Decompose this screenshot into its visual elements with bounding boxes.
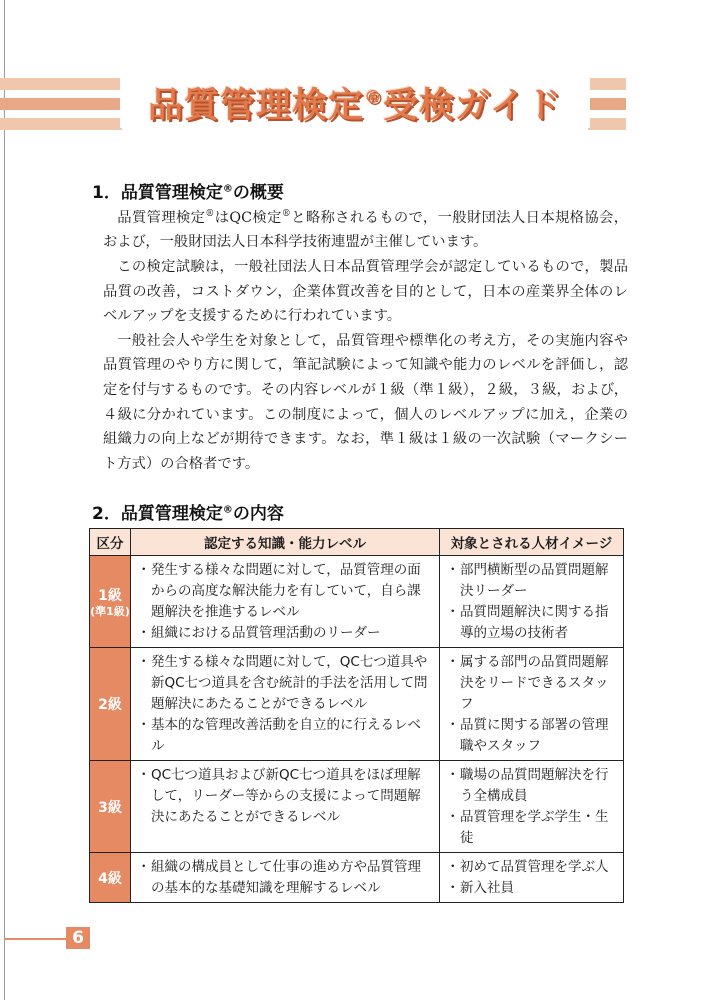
knowledge-cell [131, 853, 440, 903]
list-item: ・ QC七つ道具および新QC七つ道具をほぼ理解して，リーダー等からの支援によって問題解決にあたることができるレベル [137, 765, 433, 828]
target-cell [440, 648, 624, 761]
section-1-heading: 1．品質管理検定®の概要 [92, 183, 284, 203]
list-item: ・ 部門横断型の品質問題解決リーダー [446, 560, 617, 602]
page-number-rule [4, 938, 66, 940]
list-item: ・ 組織における品質管理活動のリーダー [137, 623, 433, 644]
knowledge-cell [131, 556, 440, 648]
section-1-body [103, 202, 628, 476]
grade-table [89, 528, 624, 903]
paragraph-1: 品質管理検定®はQC検定®と略称されるもので，一般財団法人日本規格協会，および，一般財団法人日本科学技術連盟が主催しています。 [103, 209, 628, 251]
knowledge-cell [131, 648, 440, 761]
list-item: ・ 発生する様々な問題に対して，品質管理の面からの高度な解決能力を有していて，自ら課題解決を推進するレベル [137, 560, 433, 623]
list-item: ・ 品質問題解決に関する指導的立場の技術者 [446, 602, 617, 644]
list-item: ・ 品質に関する部署の管理職やスタッフ [446, 715, 617, 757]
list-item: ・ 品質管理を学ぶ学生・生徒 [446, 807, 617, 849]
list-item: ・ 初めて品質管理を学ぶ人 [446, 857, 617, 878]
grade-cell: 2級 [90, 648, 131, 761]
page-border [4, 0, 5, 1000]
table-row [90, 853, 624, 903]
target-cell [440, 853, 624, 903]
list-item: ・ 組織の構成員として仕事の進め方や品質管理の基本的な基礎知識を理解するレベル [137, 857, 433, 899]
list-item: ・ 基本的な管理改善活動を自立的に行えるレベル [137, 715, 433, 757]
paragraph-2: この検定試験は，一般社団法人日本品質管理学会が認定しているもので，製品品質の改善，コストダウン，企業体質改善を目的として，日本の産業界全体のレベルアップを支援するために行われています。 [103, 258, 628, 325]
grade-cell: 1級 (準1級) [90, 556, 131, 648]
target-cell [440, 761, 624, 853]
page-number: 6 [66, 927, 90, 949]
header-target: 対象とされる人材イメージ [440, 529, 624, 556]
list-item: ・ 属する部門の品質問題解決をリードできるスタッフ [446, 652, 617, 715]
list-item: ・ 新入社員 [446, 878, 617, 899]
target-cell [440, 556, 624, 648]
section-2-heading: 2．品質管理検定®の内容 [92, 504, 284, 524]
header-knowledge: 認定する知識・能力レベル [131, 529, 440, 556]
list-item: ・ 発生する様々な問題に対して，QC七つ道具や新QC七つ道具を含む統計的手法を活用して問題解決にあたることができるレベル [137, 652, 433, 715]
table-header-row [90, 529, 624, 556]
list-item: ・ 職場の品質問題解決を行う全構成員 [446, 765, 617, 807]
grade-cell: 3級 [90, 761, 131, 853]
table-row [90, 761, 624, 853]
table-row [90, 648, 624, 761]
page-title: 品質管理検定®受検ガイド [120, 68, 590, 128]
grade-cell: 4級 [90, 853, 131, 903]
table-row [90, 556, 624, 648]
knowledge-cell [131, 761, 440, 853]
header-grade: 区分 [90, 529, 131, 556]
paragraph-3: 一般社会人や学生を対象として，品質管理や標準化の考え方，その実施内容や品質管理のやり方に関して，筆記試験によって知識や能力のレベルを評価し，認定を付与するものです。その内容レベルが１級（準１級），２級，３級，および，４級に分かれています。この制度によって，個人のレベルアップに加え，企業の組織力の向上などが期待できます。なお，準１級は１級の一次試験（マークシート方式）の合格者です。 [103, 332, 628, 472]
